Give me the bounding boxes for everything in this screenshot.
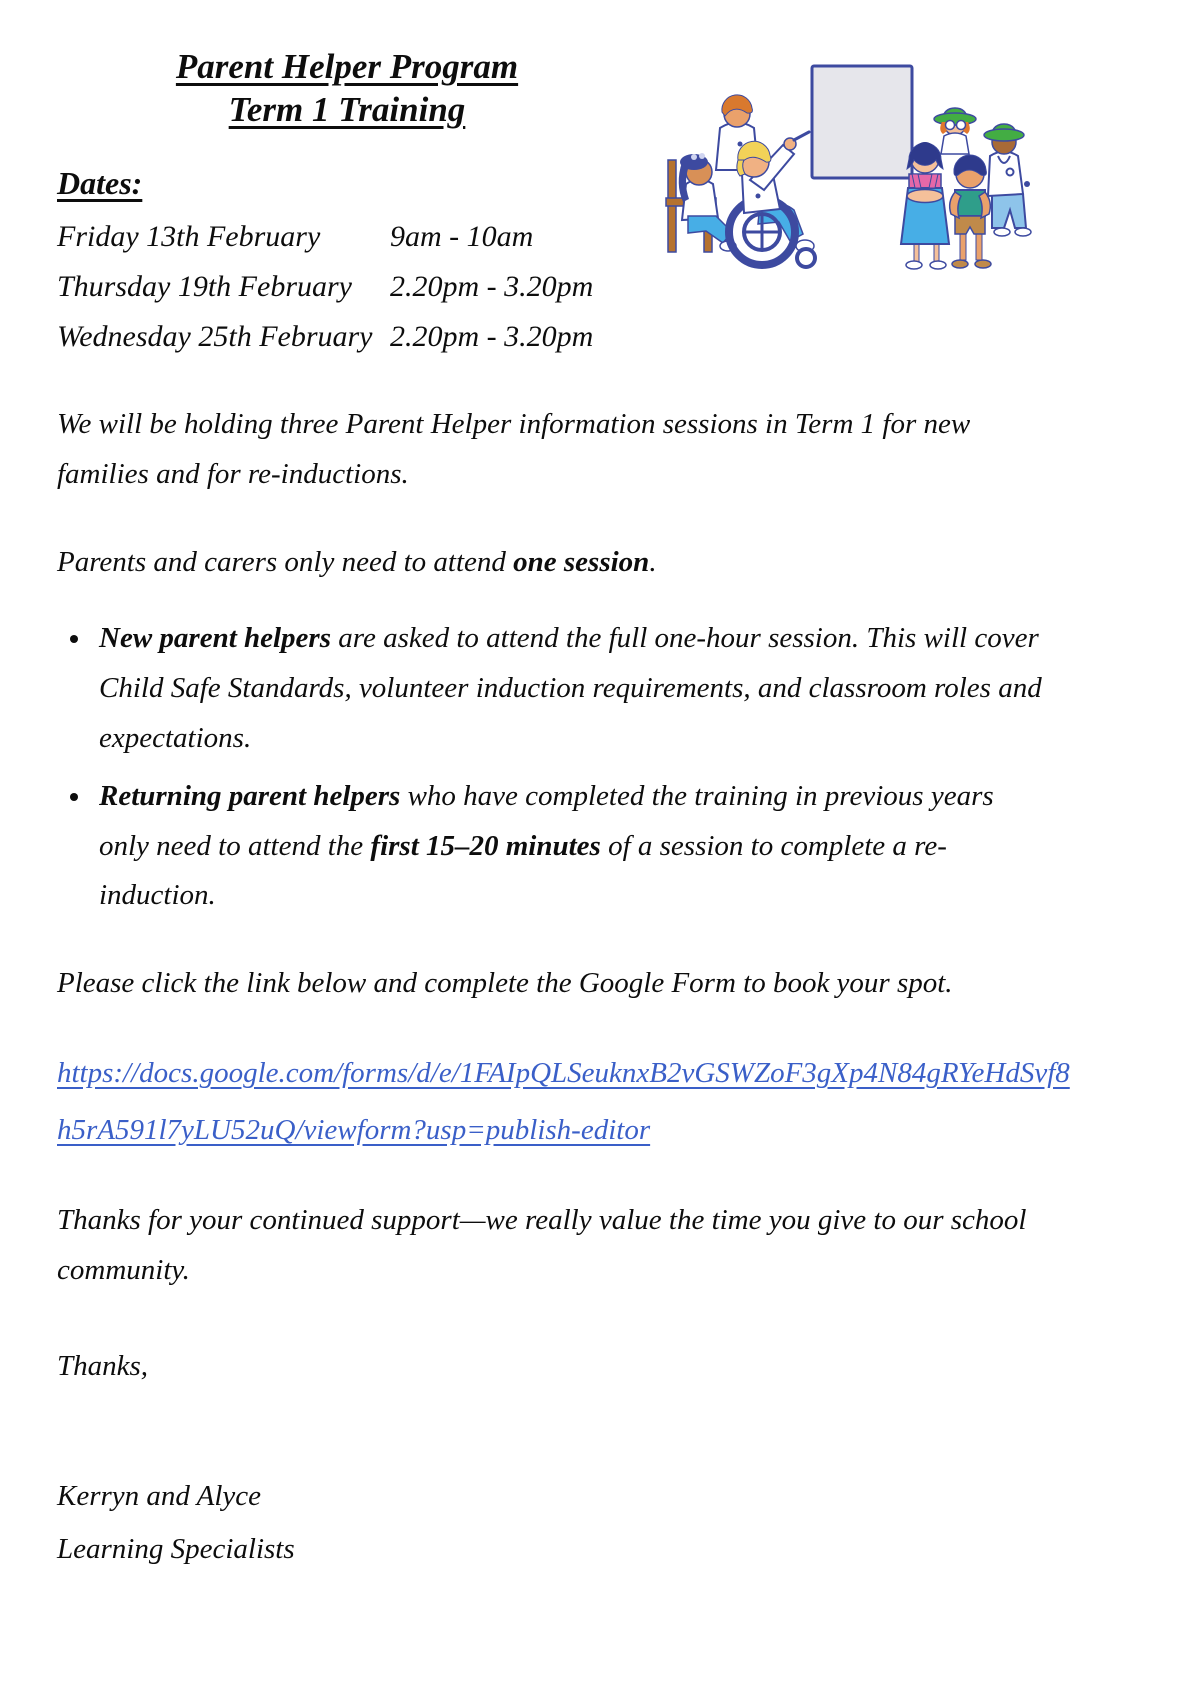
closing-thanks: Thanks, [57, 1349, 149, 1382]
date-day: Wednesday 25th February [57, 320, 373, 354]
crossed-arms-girl-figure [901, 142, 949, 269]
date-time: 2.20pm - 3.20pm [390, 270, 594, 304]
page-title-line2: Term 1 Training [228, 89, 466, 129]
green-hat-glasses-child-figure [934, 108, 976, 154]
bullet-new-parent-helpers: • New parent helpers are asked to attend the full one-hour session. This will cover Child Safe Standards, volunteer induction requirements, and classroom roles and expectations. [93, 614, 1047, 764]
thanks-paragraph: Thanks for your continued support—we really value the time you give to our school community. [57, 1204, 1027, 1287]
date-time: 9am - 10am [390, 220, 534, 254]
date-time: 2.20pm - 3.20pm [390, 320, 594, 354]
dates-heading: Dates: [57, 165, 143, 202]
wheelchair-child-figure [729, 132, 815, 267]
helper-bullet-list [57, 614, 1047, 921]
signature-block [57, 1470, 1069, 1577]
bullet-returning-parent-helpers: • Returning parent helpers who have completed the training in previous years only need to attend the first 15–20 minutes of a session to complete a re-induction. [93, 772, 1047, 922]
google-form-link[interactable]: https://docs.google.com/forms/d/e/1FAIpQLSeuknxB2vGSWZoF3gXp4N84gRYeHdSvf8h5rA591l7yLU52uQ/viewform?usp=publish-editor [57, 1057, 1070, 1146]
green-hat-boy-figure [984, 124, 1031, 236]
children-whiteboard-illustration [642, 56, 1032, 276]
link-intro-paragraph: Please click the link below and complete the Google Form to book your spot. [57, 967, 953, 1000]
date-day: Thursday 19th February [57, 270, 352, 304]
date-day: Friday 13th February [57, 220, 321, 254]
attend-paragraph: Parents and carers only need to attend one session. [57, 546, 657, 579]
page-title-line1: Parent Helper Program [175, 47, 519, 86]
booking-link-paragraph [57, 1045, 1072, 1158]
date-row [57, 312, 1192, 362]
whiteboard-shape [812, 66, 912, 178]
teal-tank-boy-figure [950, 155, 991, 268]
signature-names: Kerryn and Alyce [57, 1479, 262, 1512]
signature-role: Learning Specialists [57, 1533, 295, 1566]
page-title [112, 0, 582, 131]
intro-paragraph: We will be holding three Parent Helper information sessions in Term 1 for new families and for re-inductions. [57, 408, 971, 491]
